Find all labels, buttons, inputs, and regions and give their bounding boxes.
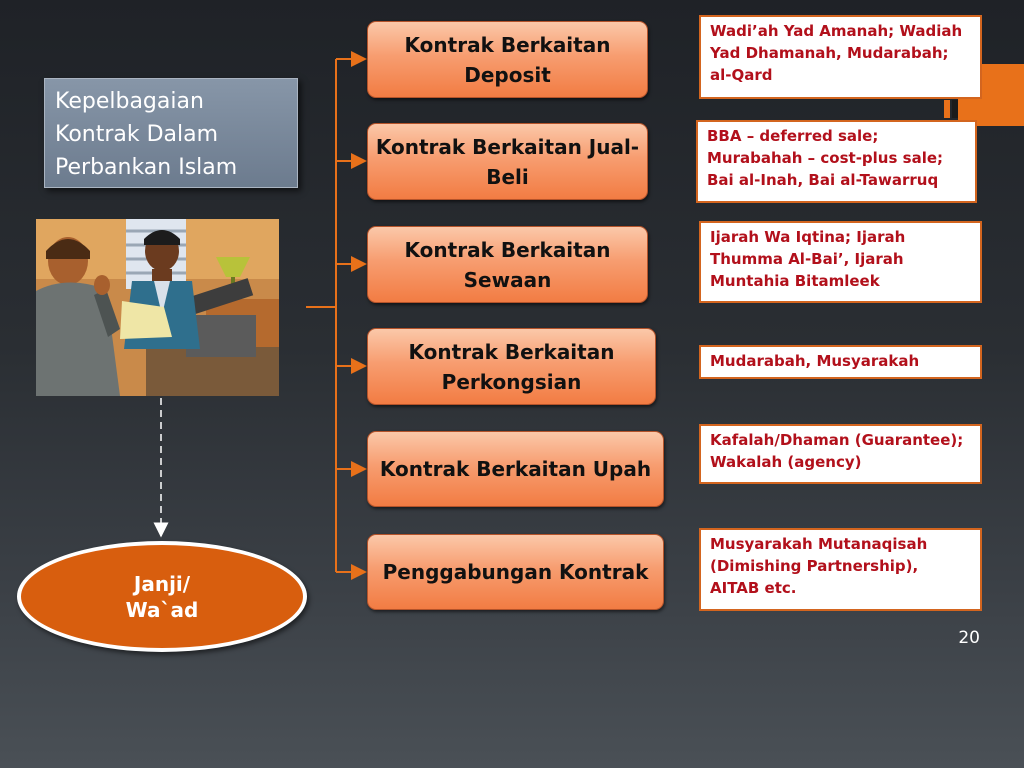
contract-box-partnership: Kontrak Berkaitan Perkongsian xyxy=(367,328,656,405)
contract-box-deposit: Kontrak Berkaitan Deposit xyxy=(367,21,648,98)
business-meeting-illustration xyxy=(36,219,279,396)
examples-deposit: Wadi’ah Yad Amanah; Wadiah Yad Dhamanah, Mudarabah; al-Qard xyxy=(699,15,982,99)
contract-box-lease: Kontrak Berkaitan Sewaan xyxy=(367,226,648,303)
page-number: 20 xyxy=(958,628,980,648)
promise-label-line1: Janji/ xyxy=(133,571,191,596)
examples-partnership: Mudarabah, Musyarakah xyxy=(699,345,982,379)
examples-hybrid: Musyarakah Mutanaqisah (Dimishing Partnership), AITAB etc. xyxy=(699,528,982,611)
promise-oval xyxy=(17,541,307,652)
contract-box-fee: Kontrak Berkaitan Upah xyxy=(367,431,664,507)
examples-lease: Ijarah Wa Iqtina; Ijarah Thumma Al-Bai’, Ijarah Muntahia Bitamleek xyxy=(699,221,982,303)
contract-box-hybrid: Penggabungan Kontrak xyxy=(367,534,664,610)
slide-title: Kepelbagaian Kontrak Dalam Perbankan Islam xyxy=(44,78,298,188)
promise-label-line2: Wa`ad xyxy=(125,597,199,622)
contract-box-sale: Kontrak Berkaitan Jual-Beli xyxy=(367,123,648,200)
examples-fee: Kafalah/Dhaman (Guarantee); Wakalah (agency) xyxy=(699,424,982,484)
examples-sale: BBA – deferred sale; Murabahah – cost-plus sale; Bai al-Inah, Bai al-Tawarruq xyxy=(696,120,977,203)
